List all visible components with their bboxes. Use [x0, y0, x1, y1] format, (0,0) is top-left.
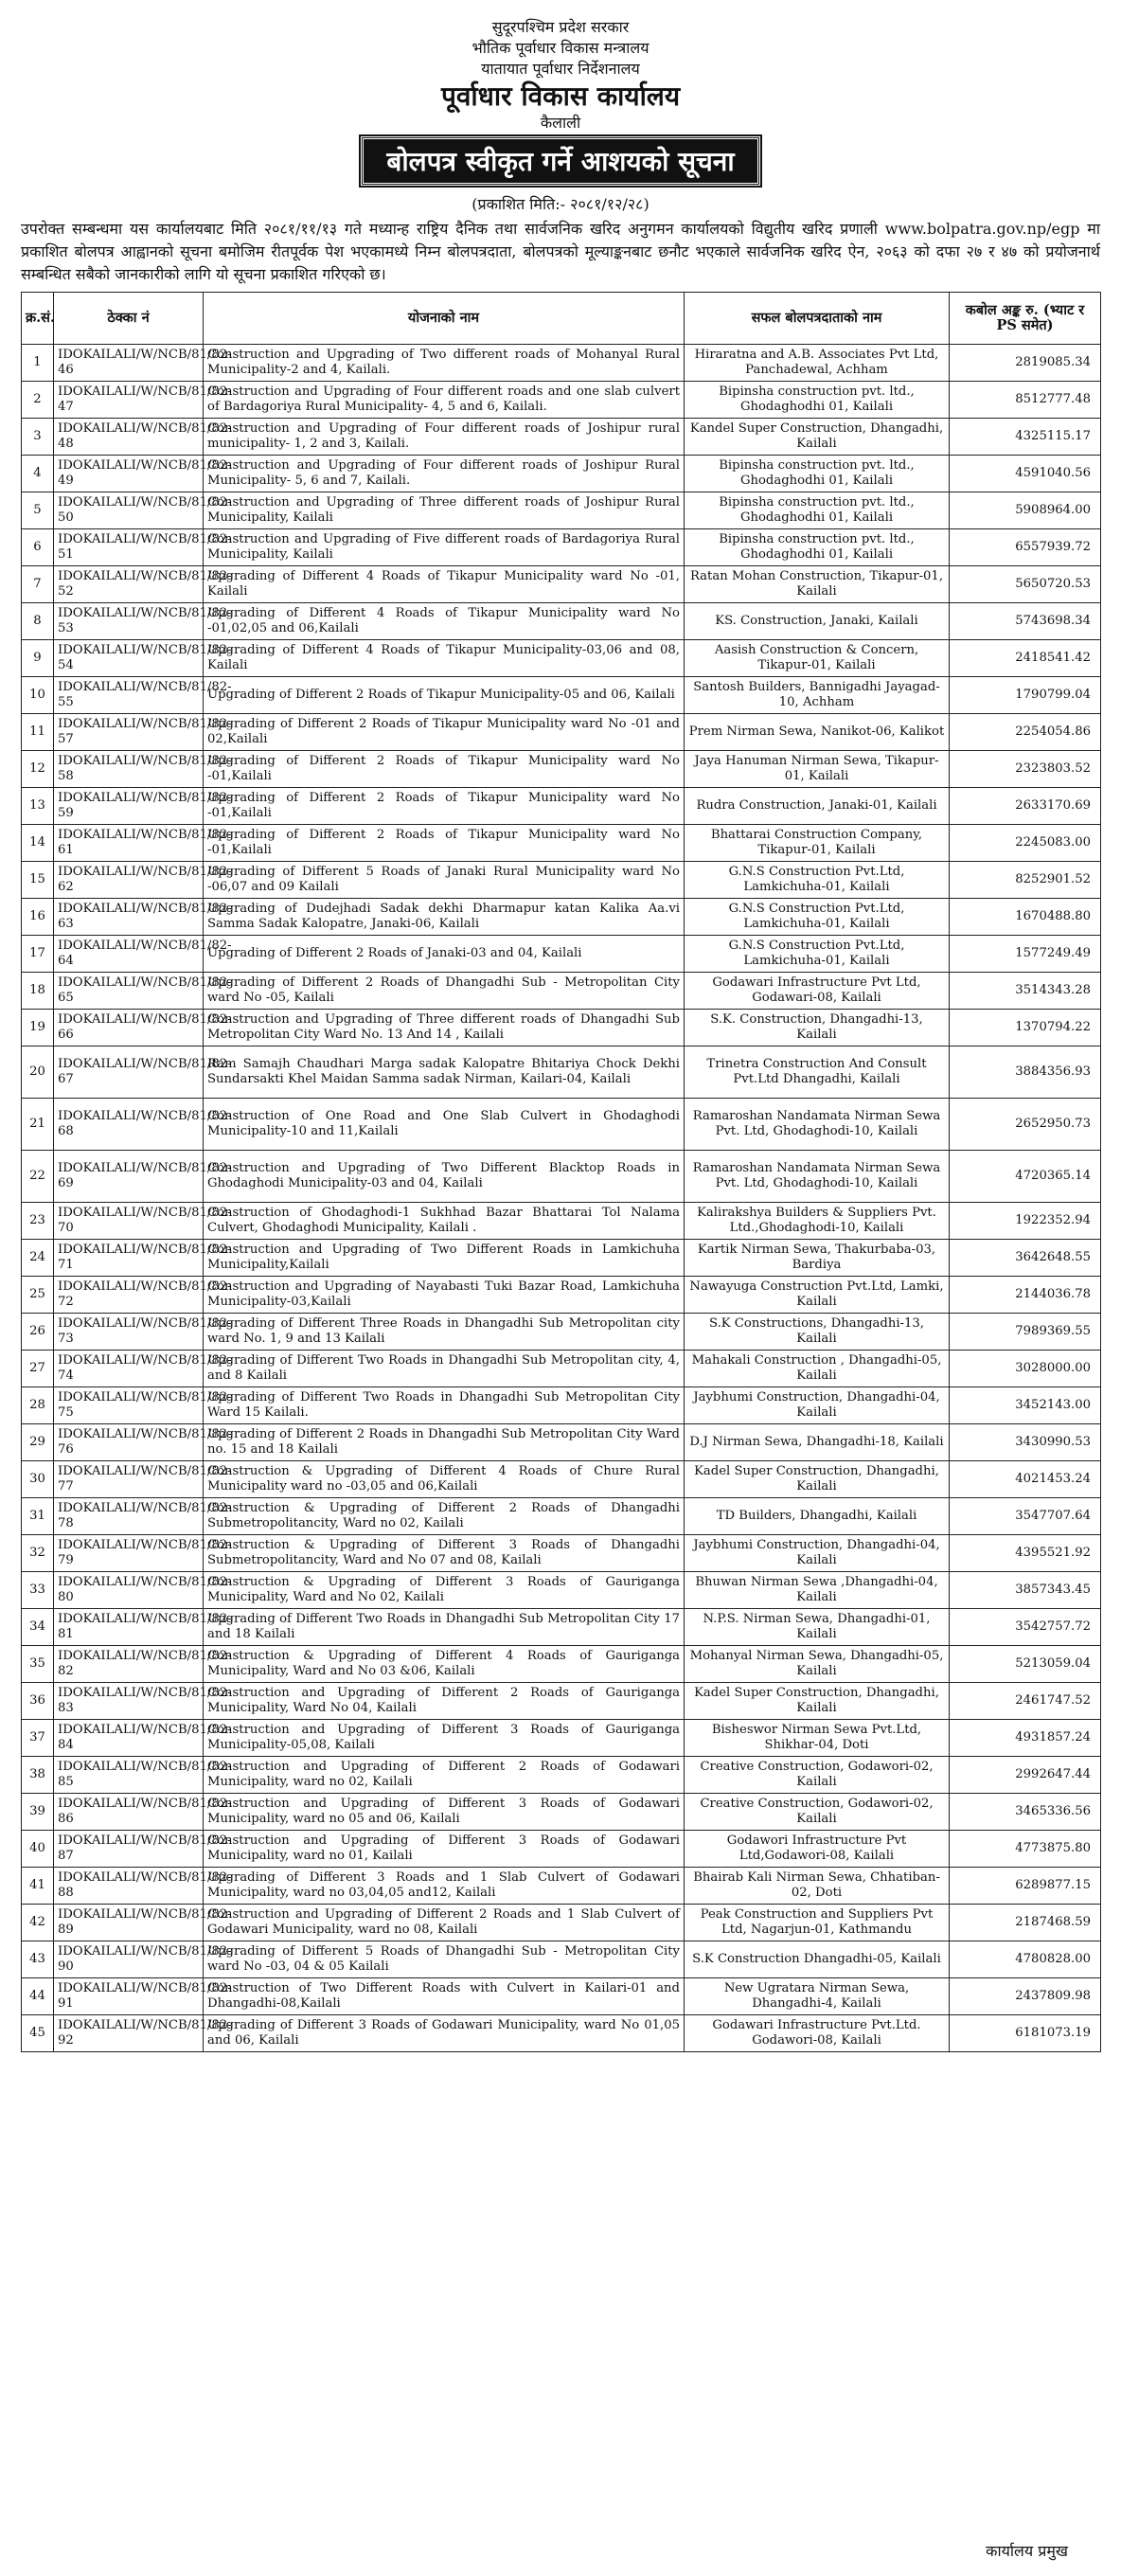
- row-project-name: Upgrading of Different Two Roads in Dhangadhi Sub Metropolitan City 17 and 18 Kailali: [204, 1609, 685, 1646]
- row-sn: 40: [22, 1831, 54, 1868]
- table-row: [22, 862, 1101, 899]
- row-bid-amount: 1670488.80: [950, 899, 1101, 936]
- table-row: [22, 677, 1101, 714]
- table-row: [22, 751, 1101, 788]
- row-bidder-name: D.J Nirman Sewa, Dhangadhi-18, Kailali: [685, 1424, 950, 1461]
- row-sn: 20: [22, 1046, 54, 1099]
- row-sn: 29: [22, 1424, 54, 1461]
- row-project-name: Construction and Upgrading of Four different roads of Joshipur rural municipality- 1, 2 and 3, Kailali.: [204, 419, 685, 456]
- row-sn: 21: [22, 1099, 54, 1151]
- row-bid-amount: 3028000.00: [950, 1351, 1101, 1387]
- table-row: [22, 825, 1101, 862]
- row-project-name: Upgrading of Different 5 Roads of Dhangadhi Sub - Metropolitan City ward No -03, 04 & 05 Kailali: [204, 1941, 685, 1978]
- directorate-name: यातायात पूर्वाधार निर्देशनालय: [481, 60, 640, 78]
- row-bidder-name: New Ugratara Nirman Sewa, Dhangadhi-4, Kailali: [685, 1978, 950, 2015]
- row-tender-no: IDOKAILALI/W/NCB/81/82-89: [54, 1905, 204, 1941]
- row-bidder-name: S.K Constructions, Dhangadhi-13, Kailali: [685, 1314, 950, 1351]
- row-sn: 3: [22, 419, 54, 456]
- row-sn: 23: [22, 1203, 54, 1240]
- row-tender-no: IDOKAILALI/W/NCB/81/82-52: [54, 566, 204, 603]
- row-sn: 30: [22, 1461, 54, 1498]
- table-row: [22, 456, 1101, 492]
- row-project-name: Upgrading of Different 2 Roads of Tikapur Municipality ward No -01,Kailali: [204, 825, 685, 862]
- row-bidder-name: Jaybhumi Construction, Dhangadhi-04, Kailali: [685, 1387, 950, 1424]
- row-tender-no: IDOKAILALI/W/NCB/81/82-66: [54, 1010, 204, 1046]
- row-project-name: Upgrading of Different 2 Roads of Janaki-03 and 04, Kailali: [204, 936, 685, 973]
- row-project-name: Construction & Upgrading of Different 4 Roads of Chure Rural Municipality ward no -03,05 and 06,Kailali: [204, 1461, 685, 1498]
- row-tender-no: IDOKAILALI/W/NCB/81/82-53: [54, 603, 204, 640]
- row-project-name: Construction & Upgrading of Different 3 Roads of Gauriganga Municipality, Ward and No 02, Kailali: [204, 1572, 685, 1609]
- row-bidder-name: Kandel Super Construction, Dhangadhi, Kailali: [685, 419, 950, 456]
- row-tender-no: IDOKAILALI/W/NCB/81/82-49: [54, 456, 204, 492]
- row-sn: 36: [22, 1683, 54, 1720]
- row-tender-no: IDOKAILALI/W/NCB/81/82-82: [54, 1646, 204, 1683]
- row-bid-amount: 5908964.00: [950, 492, 1101, 529]
- row-sn: 2: [22, 382, 54, 419]
- row-tender-no: IDOKAILALI/W/NCB/81/82-48: [54, 419, 204, 456]
- table-row: [22, 1757, 1101, 1794]
- row-bidder-name: Creative Construction, Godawori-02, Kailali: [685, 1794, 950, 1831]
- row-tender-no: IDOKAILALI/W/NCB/81/82-54: [54, 640, 204, 677]
- table-row: [22, 1683, 1101, 1720]
- row-sn: 32: [22, 1535, 54, 1572]
- row-bidder-name: Kalirakshya Builders & Suppliers Pvt. Ltd.,Ghodaghodi-10, Kailali: [685, 1203, 950, 1240]
- row-bidder-name: Bipinsha construction pvt. ltd., Ghodaghodhi 01, Kailali: [685, 456, 950, 492]
- letterhead: [21, 17, 1100, 133]
- table-row: [22, 1646, 1101, 1683]
- row-bidder-name: Bipinsha construction pvt. ltd., Ghodaghodhi 01, Kailali: [685, 529, 950, 566]
- row-sn: 45: [22, 2015, 54, 2052]
- row-bid-amount: 2418541.42: [950, 640, 1101, 677]
- government-name: सुदूरपश्चिम प्रदेश सरकार: [491, 18, 630, 36]
- table-row: [22, 973, 1101, 1010]
- table-header-row: [22, 293, 1101, 345]
- row-project-name: Upgrading of Different 4 Roads of Tikapur Municipality-03,06 and 08, Kailali: [204, 640, 685, 677]
- row-tender-no: IDOKAILALI/W/NCB/81/82-65: [54, 973, 204, 1010]
- table-row: [22, 2015, 1101, 2052]
- row-bid-amount: 2187468.59: [950, 1905, 1101, 1941]
- row-bid-amount: 4591040.56: [950, 456, 1101, 492]
- row-sn: 27: [22, 1351, 54, 1387]
- header-project-name: योजनाको नाम: [204, 293, 685, 345]
- row-bidder-name: Bhuwan Nirman Sewa ,Dhangadhi-04, Kailali: [685, 1572, 950, 1609]
- row-tender-no: IDOKAILALI/W/NCB/81/82-51: [54, 529, 204, 566]
- row-bid-amount: 1790799.04: [950, 677, 1101, 714]
- row-project-name: Construction & Upgrading of Different 3 Roads of Dhangadhi Submetropolitancity, Ward and No 07 and 08, Kailali: [204, 1535, 685, 1572]
- row-tender-no: IDOKAILALI/W/NCB/81/82-87: [54, 1831, 204, 1868]
- row-sn: 19: [22, 1010, 54, 1046]
- row-bid-amount: 4395521.92: [950, 1535, 1101, 1572]
- row-sn: 38: [22, 1757, 54, 1794]
- row-project-name: Upgrading of Different 2 Roads in Dhangadhi Sub Metropolitan City Ward no. 15 and 18 Kailali: [204, 1424, 685, 1461]
- row-project-name: Construction and Upgrading of Different 3 Roads of Godawari Municipality, ward no 05 and 06, Kailali: [204, 1794, 685, 1831]
- table-row: [22, 714, 1101, 751]
- row-bid-amount: 3514343.28: [950, 973, 1101, 1010]
- row-tender-no: IDOKAILALI/W/NCB/81/82-91: [54, 1978, 204, 2015]
- row-bid-amount: 2323803.52: [950, 751, 1101, 788]
- row-bidder-name: G.N.S Construction Pvt.Ltd, Lamkichuha-01, Kailali: [685, 862, 950, 899]
- district-name: कैलाली: [540, 114, 581, 132]
- row-bidder-name: Prem Nirman Sewa, Nanikot-06, Kalikot: [685, 714, 950, 751]
- row-sn: 22: [22, 1151, 54, 1203]
- row-bidder-name: KS. Construction, Janaki, Kailali: [685, 603, 950, 640]
- row-bid-amount: 2254054.86: [950, 714, 1101, 751]
- row-sn: 15: [22, 862, 54, 899]
- row-sn: 10: [22, 677, 54, 714]
- header-sn: क्र.सं.: [22, 293, 54, 345]
- row-bidder-name: Kartik Nirman Sewa, Thakurbaba-03, Bardiya: [685, 1240, 950, 1277]
- table-row: [22, 788, 1101, 825]
- table-row: [22, 1720, 1101, 1757]
- row-project-name: Upgrading of Dudejhadi Sadak dekhi Dharmapur katan Kalika Aa.vi Samma Sadak Kalopatre, Janaki-06, Kailali: [204, 899, 685, 936]
- table-row: [22, 1277, 1101, 1314]
- row-bid-amount: 2992647.44: [950, 1757, 1101, 1794]
- table-row: [22, 1314, 1101, 1351]
- row-sn: 34: [22, 1609, 54, 1646]
- row-sn: 24: [22, 1240, 54, 1277]
- row-bid-amount: 2819085.34: [950, 345, 1101, 382]
- row-bidder-name: Bisheswor Nirman Sewa Pvt.Ltd, Shikhar-04, Doti: [685, 1720, 950, 1757]
- awards-table: [21, 292, 1101, 2052]
- row-bidder-name: Godawori Infrastructure Pvt Ltd,Godawori-08, Kailali: [685, 1831, 950, 1868]
- row-project-name: Construction and Upgrading of Different 2 Roads of Godawari Municipality, ward no 02, Kailali: [204, 1757, 685, 1794]
- row-project-name: Construction and Upgrading of Two Different Blacktop Roads in Ghodaghodi Municipality-03 and 04, Kailali: [204, 1151, 685, 1203]
- row-bid-amount: 3884356.93: [950, 1046, 1101, 1099]
- table-row: [22, 1831, 1101, 1868]
- row-project-name: Upgrading of Different 2 Roads of Tikapur Municipality ward No -01,Kailali: [204, 788, 685, 825]
- row-project-name: Construction & Upgrading of Different 2 Roads of Dhangadhi Submetropolitancity, Ward no 02, Kailali: [204, 1498, 685, 1535]
- table-row: [22, 1609, 1101, 1646]
- row-tender-no: IDOKAILALI/W/NCB/81/82-85: [54, 1757, 204, 1794]
- row-tender-no: IDOKAILALI/W/NCB/81/82-75: [54, 1387, 204, 1424]
- row-sn: 43: [22, 1941, 54, 1978]
- row-project-name: Construction and Upgrading of Different 2 Roads of Gauriganga Municipality, Ward No 04, Kailali: [204, 1683, 685, 1720]
- row-bidder-name: Kadel Super Construction, Dhangadhi, Kailali: [685, 1461, 950, 1498]
- table-row: [22, 529, 1101, 566]
- row-project-name: Upgrading of Different 2 Roads of Tikapur Municipality-05 and 06, Kailali: [204, 677, 685, 714]
- row-project-name: Upgrading of Different Two Roads in Dhangadhi Sub Metropolitan city, 4, and 8 Kailali: [204, 1351, 685, 1387]
- row-tender-no: IDOKAILALI/W/NCB/81/82-68: [54, 1099, 204, 1151]
- row-project-name: Construction and Upgrading of Three different roads of Dhangadhi Sub Metropolitan City Ward No. 13 And 14 , Kailali: [204, 1010, 685, 1046]
- row-project-name: Construction and Upgrading of Different 2 Roads and 1 Slab Culvert of Godawari Municipality, ward no 08, Kailali: [204, 1905, 685, 1941]
- row-bid-amount: 3547707.64: [950, 1498, 1101, 1535]
- table-row: [22, 936, 1101, 973]
- row-project-name: Upgrading of Different Two Roads in Dhangadhi Sub Metropolitan City Ward 15 Kailali.: [204, 1387, 685, 1424]
- row-sn: 16: [22, 899, 54, 936]
- table-row: [22, 1387, 1101, 1424]
- row-tender-no: IDOKAILALI/W/NCB/81/82-62: [54, 862, 204, 899]
- table-row: [22, 1978, 1101, 2015]
- row-bid-amount: 1370794.22: [950, 1010, 1101, 1046]
- row-bidder-name: Jaybhumi Construction, Dhangadhi-04, Kailali: [685, 1535, 950, 1572]
- row-project-name: Upgrading of Different Three Roads in Dhangadhi Sub Metropolitan city ward No. 1, 9 and 13 Kailali: [204, 1314, 685, 1351]
- table-row: [22, 382, 1101, 419]
- row-sn: 41: [22, 1868, 54, 1905]
- row-sn: 5: [22, 492, 54, 529]
- row-project-name: Upgrading of Different 4 Roads of Tikapur Municipality ward No -01,02,05 and 06,Kailali: [204, 603, 685, 640]
- table-row: [22, 1151, 1101, 1203]
- row-tender-no: IDOKAILALI/W/NCB/81/82-72: [54, 1277, 204, 1314]
- row-bid-amount: 6181073.19: [950, 2015, 1101, 2052]
- row-sn: 12: [22, 751, 54, 788]
- row-bid-amount: 4931857.24: [950, 1720, 1101, 1757]
- row-project-name: Construction and Upgrading of Five different roads of Bardagoriya Rural Municipality, Kailali: [204, 529, 685, 566]
- table-row: [22, 1424, 1101, 1461]
- table-row: [22, 640, 1101, 677]
- row-tender-no: IDOKAILALI/W/NCB/81/82-61: [54, 825, 204, 862]
- row-project-name: Upgrading of Different 2 Roads of Tikapur Municipality ward No -01,Kailali: [204, 751, 685, 788]
- row-bidder-name: N.P.S. Nirman Sewa, Dhangadhi-01, Kailali: [685, 1609, 950, 1646]
- row-bidder-name: Ratan Mohan Construction, Tikapur-01, Kailali: [685, 566, 950, 603]
- table-row: [22, 1868, 1101, 1905]
- row-tender-no: IDOKAILALI/W/NCB/81/82-57: [54, 714, 204, 751]
- row-project-name: Ram Samajh Chaudhari Marga sadak Kalopatre Bhitariya Chock Dekhi Sundarsakti Khel Maidan Samma sadak Nirman, Kailari-04, Kailali: [204, 1046, 685, 1099]
- row-sn: 17: [22, 936, 54, 973]
- row-project-name: Construction of One Road and One Slab Culvert in Ghodaghodi Municipality-10 and 11,Kailali: [204, 1099, 685, 1151]
- row-sn: 6: [22, 529, 54, 566]
- row-bidder-name: Aasish Construction & Concern, Tikapur-01, Kailali: [685, 640, 950, 677]
- row-sn: 31: [22, 1498, 54, 1535]
- row-bidder-name: Godawari Infrastructure Pvt.Ltd. Godawori-08, Kailali: [685, 2015, 950, 2052]
- row-bid-amount: 1922352.94: [950, 1203, 1101, 1240]
- row-tender-no: IDOKAILALI/W/NCB/81/82-84: [54, 1720, 204, 1757]
- office-name: पूर्वाधार विकास कार्यालय: [440, 80, 681, 112]
- row-tender-no: IDOKAILALI/W/NCB/81/82-79: [54, 1535, 204, 1572]
- row-bid-amount: 2144036.78: [950, 1277, 1101, 1314]
- row-project-name: Upgrading of Different 3 Roads of Godawari Municipality, ward No 01,05 and 06, Kailali: [204, 2015, 685, 2052]
- row-bid-amount: 7989369.55: [950, 1314, 1101, 1351]
- row-bidder-name: TD Builders, Dhangadhi, Kailali: [685, 1498, 950, 1535]
- row-bid-amount: 2652950.73: [950, 1099, 1101, 1151]
- row-tender-no: IDOKAILALI/W/NCB/81/82-90: [54, 1941, 204, 1978]
- row-tender-no: IDOKAILALI/W/NCB/81/82-71: [54, 1240, 204, 1277]
- table-row: [22, 1535, 1101, 1572]
- row-bid-amount: 2633170.69: [950, 788, 1101, 825]
- table-row: [22, 1240, 1101, 1277]
- row-project-name: Construction and Upgrading of Different 3 Roads of Gauriganga Municipality-05,08, Kailali: [204, 1720, 685, 1757]
- row-bid-amount: 1577249.49: [950, 936, 1101, 973]
- row-project-name: Upgrading of Different 3 Roads and 1 Slab Culvert of Godawari Municipality, ward no 03,04,05 and12, Kailali: [204, 1868, 685, 1905]
- row-tender-no: IDOKAILALI/W/NCB/81/82-81: [54, 1609, 204, 1646]
- row-bidder-name: Bhairab Kali Nirman Sewa, Chhatiban-02, Doti: [685, 1868, 950, 1905]
- table-row: [22, 1905, 1101, 1941]
- row-bidder-name: Santosh Builders, Bannigadhi Jayagad-10, Achham: [685, 677, 950, 714]
- row-tender-no: IDOKAILALI/W/NCB/81/82-69: [54, 1151, 204, 1203]
- row-bid-amount: 6289877.15: [950, 1868, 1101, 1905]
- row-bidder-name: G.N.S Construction Pvt.Ltd, Lamkichuha-01, Kailali: [685, 936, 950, 973]
- row-bidder-name: S.K. Construction, Dhangadhi-13, Kailali: [685, 1010, 950, 1046]
- row-bidder-name: Ramaroshan Nandamata Nirman Sewa Pvt. Ltd, Ghodaghodi-10, Kailali: [685, 1151, 950, 1203]
- table-row: [22, 1498, 1101, 1535]
- table-row: [22, 492, 1101, 529]
- row-bidder-name: Bipinsha construction pvt. ltd., Ghodaghodhi 01, Kailali: [685, 492, 950, 529]
- table-row: [22, 566, 1101, 603]
- table-row: [22, 899, 1101, 936]
- row-tender-no: IDOKAILALI/W/NCB/81/82-78: [54, 1498, 204, 1535]
- row-bidder-name: Hiraratna and A.B. Associates Pvt Ltd, Panchadewal, Achham: [685, 345, 950, 382]
- row-sn: 1: [22, 345, 54, 382]
- row-tender-no: IDOKAILALI/W/NCB/81/82-50: [54, 492, 204, 529]
- table-row: [22, 1572, 1101, 1609]
- row-tender-no: IDOKAILALI/W/NCB/81/82-92: [54, 2015, 204, 2052]
- row-project-name: Construction and Upgrading of Different 3 Roads of Godawari Municipality, ward no 01, Kailali: [204, 1831, 685, 1868]
- row-sn: 44: [22, 1978, 54, 2015]
- row-project-name: Construction & Upgrading of Different 4 Roads of Gauriganga Municipality, Ward and No 03 &06, Kailali: [204, 1646, 685, 1683]
- table-row: [22, 1203, 1101, 1240]
- row-bid-amount: 2245083.00: [950, 825, 1101, 862]
- row-tender-no: IDOKAILALI/W/NCB/81/82-47: [54, 382, 204, 419]
- row-project-name: Construction of Ghodaghodi-1 Sukhhad Bazar Bhattarai Tol Nalama Culvert, Ghodaghodi Municipality, Kailali .: [204, 1203, 685, 1240]
- row-project-name: Construction and Upgrading of Two different roads of Mohanyal Rural Municipality-2 and 4, Kailali.: [204, 345, 685, 382]
- row-tender-no: IDOKAILALI/W/NCB/81/82-77: [54, 1461, 204, 1498]
- row-sn: 14: [22, 825, 54, 862]
- row-sn: 4: [22, 456, 54, 492]
- row-bidder-name: Creative Construction, Godawori-02, Kailali: [685, 1757, 950, 1794]
- row-project-name: Construction of Two Different Roads with Culvert in Kailari-01 and Dhangadhi-08,Kailali: [204, 1978, 685, 2015]
- row-tender-no: IDOKAILALI/W/NCB/81/82-74: [54, 1351, 204, 1387]
- table-row: [22, 419, 1101, 456]
- row-bid-amount: 5213059.04: [950, 1646, 1101, 1683]
- row-sn: 13: [22, 788, 54, 825]
- row-sn: 28: [22, 1387, 54, 1424]
- row-bid-amount: 2437809.98: [950, 1978, 1101, 2015]
- row-bidder-name: Trinetra Construction And Consult Pvt.Ltd Dhangadhi, Kailali: [685, 1046, 950, 1099]
- table-row: [22, 1794, 1101, 1831]
- row-sn: 33: [22, 1572, 54, 1609]
- row-bid-amount: 5743698.34: [950, 603, 1101, 640]
- row-bidder-name: S.K Construction Dhangadhi-05, Kailali: [685, 1941, 950, 1978]
- row-sn: 26: [22, 1314, 54, 1351]
- row-project-name: Upgrading of Different 2 Roads of Dhangadhi Sub - Metropolitan City ward No -05, Kailali: [204, 973, 685, 1010]
- row-bid-amount: 6557939.72: [950, 529, 1101, 566]
- row-tender-no: IDOKAILALI/W/NCB/81/82-58: [54, 751, 204, 788]
- table-body: [22, 345, 1101, 2052]
- intro-paragraph: उपरोक्त सम्बन्धमा यस कार्यालयबाट मिति २०८१/११/१३ गते मध्यान्ह राष्ट्रिय दैनिक तथा सार्वजनिक खरिद अनुगमन कार्यालयको विद्युतीय खरिद प्रणाली www.bolpatra.gov.np/egp मा प्रकाशित बोलपत्र आह्वानको सूचना बमोजिम रीतपूर्वक पेश भएकामध्ये निम्न बोलपत्रदाता, बोलपत्रको मूल्याङ्कनबाट छनौट भएकाले सार्वजनिक खरिद ऐन, २०६३ को दफा २७ र ४७ को प्रयोजनार्थ सम्बन्धित सबैको जानकारीको लागि यो सूचना प्रकाशित गरिएको छ।: [21, 220, 1100, 283]
- row-bid-amount: 3465336.56: [950, 1794, 1101, 1831]
- notice-title-banner: बोलपत्र स्वीकृत गर्ने आशयको सूचना: [361, 136, 759, 186]
- row-bid-amount: 4773875.80: [950, 1831, 1101, 1868]
- row-tender-no: IDOKAILALI/W/NCB/81/82-73: [54, 1314, 204, 1351]
- publication-date: (प्रकाशित मिति:- २०८१/१२/२८): [472, 195, 649, 213]
- row-project-name: Construction and Upgrading of Three different roads of Joshipur Rural Municipality, Kailali: [204, 492, 685, 529]
- row-bidder-name: Kadel Super Construction, Dhangadhi, Kailali: [685, 1683, 950, 1720]
- row-bid-amount: 3857343.45: [950, 1572, 1101, 1609]
- row-bidder-name: Bhattarai Construction Company, Tikapur-01, Kailali: [685, 825, 950, 862]
- table-row: [22, 1010, 1101, 1046]
- row-sn: 8: [22, 603, 54, 640]
- header-tender-no: ठेक्का नं: [54, 293, 204, 345]
- table-row: [22, 1046, 1101, 1099]
- row-project-name: Upgrading of Different 5 Roads of Janaki Rural Municipality ward No -06,07 and 09 Kailali: [204, 862, 685, 899]
- row-bidder-name: Jaya Hanuman Nirman Sewa, Tikapur-01, Kailali: [685, 751, 950, 788]
- table-row: [22, 1351, 1101, 1387]
- row-tender-no: IDOKAILALI/W/NCB/81/82-59: [54, 788, 204, 825]
- row-sn: 35: [22, 1646, 54, 1683]
- row-tender-no: IDOKAILALI/W/NCB/81/82-88: [54, 1868, 204, 1905]
- row-sn: 11: [22, 714, 54, 751]
- row-tender-no: IDOKAILALI/W/NCB/81/82-83: [54, 1683, 204, 1720]
- header-bidder-name: सफल बोलपत्रदाताको नाम: [685, 293, 950, 345]
- row-bidder-name: Ramaroshan Nandamata Nirman Sewa Pvt. Ltd, Ghodaghodi-10, Kailali: [685, 1099, 950, 1151]
- row-bidder-name: Peak Construction and Suppliers Pvt Ltd, Nagarjun-01, Kathmandu: [685, 1905, 950, 1941]
- row-tender-no: IDOKAILALI/W/NCB/81/82-46: [54, 345, 204, 382]
- row-sn: 9: [22, 640, 54, 677]
- row-project-name: Upgrading of Different 2 Roads of Tikapur Municipality ward No -01 and 02,Kailali: [204, 714, 685, 751]
- row-tender-no: IDOKAILALI/W/NCB/81/82-64: [54, 936, 204, 973]
- header-bid-amount: कबोल अङ्क रु. (भ्याट र PS समेत): [950, 293, 1101, 345]
- row-sn: 25: [22, 1277, 54, 1314]
- row-tender-no: IDOKAILALI/W/NCB/81/82-76: [54, 1424, 204, 1461]
- table-row: [22, 345, 1101, 382]
- row-project-name: Construction and Upgrading of Four different roads of Joshipur Rural Municipality- 5, 6 and 7, Kailali.: [204, 456, 685, 492]
- row-tender-no: IDOKAILALI/W/NCB/81/82-67: [54, 1046, 204, 1099]
- table-row: [22, 1461, 1101, 1498]
- row-bidder-name: Rudra Construction, Janaki-01, Kailali: [685, 788, 950, 825]
- row-bid-amount: 4720365.14: [950, 1151, 1101, 1203]
- row-project-name: Upgrading of Different 4 Roads of Tikapur Municipality ward No -01, Kailali: [204, 566, 685, 603]
- table-row: [22, 603, 1101, 640]
- row-bid-amount: 3452143.00: [950, 1387, 1101, 1424]
- row-tender-no: IDOKAILALI/W/NCB/81/82-86: [54, 1794, 204, 1831]
- row-bid-amount: 4021453.24: [950, 1461, 1101, 1498]
- row-bid-amount: 5650720.53: [950, 566, 1101, 603]
- row-sn: 18: [22, 973, 54, 1010]
- row-bid-amount: 8512777.48: [950, 382, 1101, 419]
- row-bid-amount: 3542757.72: [950, 1609, 1101, 1646]
- row-bidder-name: Mahakali Construction , Dhangadhi-05, Kailali: [685, 1351, 950, 1387]
- row-sn: 42: [22, 1905, 54, 1941]
- row-bid-amount: 3642648.55: [950, 1240, 1101, 1277]
- row-sn: 39: [22, 1794, 54, 1831]
- row-bid-amount: 8252901.52: [950, 862, 1101, 899]
- row-sn: 37: [22, 1720, 54, 1757]
- row-bidder-name: Bipinsha construction pvt. ltd., Ghodaghodhi 01, Kailali: [685, 382, 950, 419]
- ministry-name: भौतिक पूर्वाधार विकास मन्त्रालय: [472, 39, 649, 57]
- row-bid-amount: 2461747.52: [950, 1683, 1101, 1720]
- table-row: [22, 1941, 1101, 1978]
- row-project-name: Construction and Upgrading of Four different roads and one slab culvert of Bardagoriya Rural Municipality- 4, 5 and 6, Kailali.: [204, 382, 685, 419]
- row-bidder-name: Godawari Infrastructure Pvt Ltd, Godawari-08, Kailali: [685, 973, 950, 1010]
- row-bidder-name: G.N.S Construction Pvt.Ltd, Lamkichuha-01, Kailali: [685, 899, 950, 936]
- table-row: [22, 1099, 1101, 1151]
- row-bid-amount: 4780828.00: [950, 1941, 1101, 1978]
- row-tender-no: IDOKAILALI/W/NCB/81/82-80: [54, 1572, 204, 1609]
- row-bid-amount: 4325115.17: [950, 419, 1101, 456]
- row-tender-no: IDOKAILALI/W/NCB/81/82-63: [54, 899, 204, 936]
- row-sn: 7: [22, 566, 54, 603]
- row-bid-amount: 3430990.53: [950, 1424, 1101, 1461]
- row-project-name: Construction and Upgrading of Nayabasti Tuki Bazar Road, Lamkichuha Municipality-03,Kailali: [204, 1277, 685, 1314]
- row-tender-no: IDOKAILALI/W/NCB/81/82-55: [54, 677, 204, 714]
- row-tender-no: IDOKAILALI/W/NCB/81/82-70: [54, 1203, 204, 1240]
- row-project-name: Construction and Upgrading of Two Different Roads in Lamkichuha Municipality,Kailali: [204, 1240, 685, 1277]
- row-bidder-name: Nawayuga Construction Pvt.Ltd, Lamki, Kailali: [685, 1277, 950, 1314]
- signatory-title: कार्यालय प्रमुख: [986, 2542, 1068, 2560]
- row-bidder-name: Mohanyal Nirman Sewa, Dhangadhi-05, Kailali: [685, 1646, 950, 1683]
